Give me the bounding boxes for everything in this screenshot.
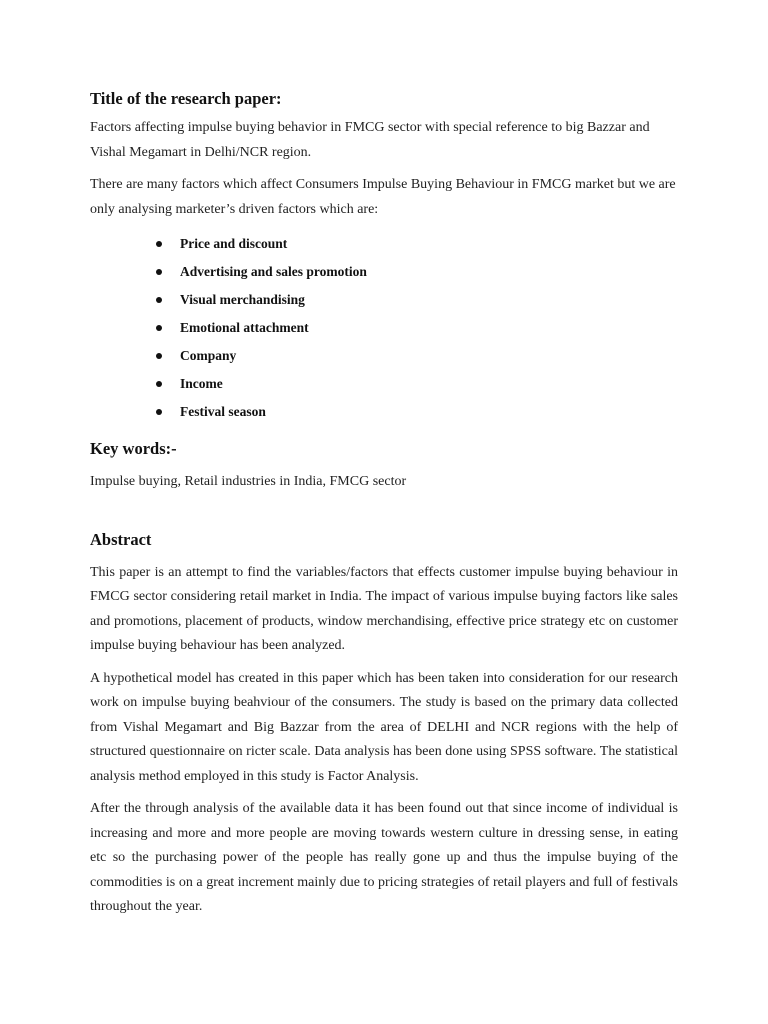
- abstract-paragraph: After the through analysis of the available data it has been found out that since income of individual is increasing and more and more people are moving towards western culture in dressing sense, in eating etc so the purchasing power of the people has really gone up and thus the impulse buying of the commodities is on a great increment mainly due to pricing strategies of retail players and full of festivals throughout the year.: [90, 801, 678, 914]
- keywords-heading: Key words:-: [90, 439, 177, 458]
- factor-label: Advertising and sales promotion: [180, 264, 367, 279]
- bullet-icon: [156, 297, 162, 303]
- abstract-heading: Abstract: [90, 529, 152, 549]
- list-item: [156, 258, 678, 286]
- bullet-icon: [156, 353, 162, 359]
- document-page: [90, 88, 678, 920]
- keywords-text: Impulse buying, Retail industries in India, FMCG sector: [90, 474, 407, 489]
- bullet-icon: [156, 241, 162, 247]
- factor-label: Price and discount: [180, 236, 288, 251]
- title-heading: Title of the research paper:: [90, 89, 282, 108]
- abstract-paragraph: This paper is an attempt to find the variables/factors that effects customer impulse buying behaviour in FMCG sector considering retail market in India. The impact of various impulse buying factors like sales and promotions, placement of products, window merchandising, effective price strategy etc on customer impulse buying behaviour has been analyzed.: [90, 564, 678, 653]
- factor-label: Income: [180, 376, 223, 391]
- list-item: [156, 398, 678, 426]
- list-item: [156, 286, 678, 314]
- list-item: [156, 342, 678, 370]
- list-item: [156, 314, 678, 342]
- factor-label: Company: [180, 348, 237, 363]
- factors-list: [90, 230, 678, 426]
- title-text: Factors affecting impulse buying behavior in FMCG sector with special reference to big Bazzar and Vishal Megamart in Delhi/NCR region.: [90, 120, 650, 160]
- factor-label: Emotional attachment: [180, 320, 309, 335]
- bullet-icon: [156, 381, 162, 387]
- list-item: [156, 370, 678, 398]
- intro-text: There are many factors which affect Consumers Impulse Buying Behaviour in FMCG market but we are only analysing marketer’s driven factors which are:: [90, 177, 676, 217]
- bullet-icon: [156, 409, 162, 415]
- bullet-icon: [156, 325, 162, 331]
- factor-label: Festival season: [180, 404, 266, 419]
- factor-label: Visual merchandising: [180, 292, 305, 307]
- bullet-icon: [156, 269, 162, 275]
- list-item: [156, 230, 678, 258]
- abstract-paragraph: A hypothetical model has created in this paper which has been taken into consideration for our research work on impulse buying beahviour of the consumers. The study is based on the primary data collected from Vishal Megamart and Big Bazzar from the area of DELHI and NCR regions with the help of structured questionnaire on ricter scale. Data analysis has been done using SPSS software. The statistical analysis method employed in this study is Factor Analysis.: [90, 670, 678, 784]
